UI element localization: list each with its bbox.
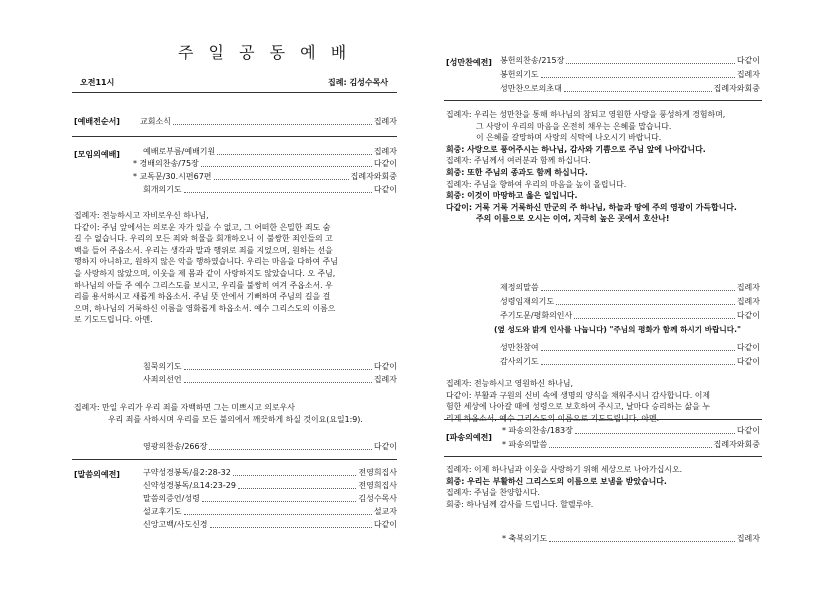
order-item: 영광의찬송/266장 다같이 bbox=[143, 442, 397, 451]
order-item: * 파송의찬송/183장 다같이 bbox=[502, 426, 760, 435]
order-item: 주기도문/평화의인사 다같이 bbox=[500, 311, 760, 320]
page-title: 주 일 공 동 예 배 bbox=[178, 43, 352, 62]
order-item: * 파송의말씀 집례자와회중 bbox=[502, 440, 760, 449]
officiant: 집례: 김성수목사 bbox=[328, 78, 389, 87]
order-item: 신약성경봉독/요14:23-29 전영희집사 bbox=[143, 481, 397, 490]
absolution-text: 집례자: 만일 우리가 우리 죄를 자백하면 그는 미쁘시고 의로우사 우리 죄를 사하시며 우리를 모든 불의에서 깨끗하게 하실 것이요(요일1:9). bbox=[74, 403, 363, 424]
order-item: 감사의기도 다같이 bbox=[500, 357, 760, 366]
thanksgiving-text: 집례자: 전능하시고 영원하신 하나님, 다같이: 부활과 구원의 신비 속에 생명의 양식을 채워주시니 감사합니다. 이제 험한 세상에 나아갈 때에 성령으로 보호하여 주시고, 날마다 승리하는 삶을 누 리게 하옵소서. 예수 그리스도의 이름으로 기도드립니다. 아멘. bbox=[446, 379, 711, 423]
eucharist-invitation: 집례자: 우리는 성만찬을 통해 하나님의 참되고 영원한 사랑을 풍성하게 경험하며, 그 사랑이 우리의 마음을 온전히 채우는 은혜를 맙습니다. 이 은혜를 갈망하며 사랑의 식탁에 나오시기 바랍니다. 회중: 사랑으로 풍어주시는 하나님, 감사와 기쁨으로 주님 앞에 나아갑니다. 집례자: 주님께서 여러분과 함께 하십니다. 회중: 또한 주님의 종과도 함께 하십니다. 집례자: 주님을 향하여 우리의 마음을 높이 올립니다. 회중: 이것이 마땅하고 옳은 일입니다. 다같이: 거룩 거룩 거룩하신 만군의 주 하나님, 하늘과 땅에 주의 영광이 가득합니다. 주의 이름으로 오시는 이여, 지극히 높은 곳에서 호산나! bbox=[446, 110, 737, 224]
header-rule bbox=[72, 92, 397, 93]
order-item: 설교후기도 설교자 bbox=[143, 507, 397, 516]
section-label-gathering: [모임의예배] bbox=[74, 150, 120, 159]
section-rule bbox=[444, 100, 762, 101]
order-item: * 축복의기도 집례자 bbox=[502, 534, 760, 543]
order-item: 제정의말씀 집례자 bbox=[500, 283, 760, 292]
order-item: 성령임재의기도 집례자 bbox=[500, 297, 760, 306]
sending-text: 집례자: 이제 하나님과 이웃을 사랑하기 위해 세상으로 나아가십시오. 회중: 우리는 부활하신 그리스도의 이름으로 보냄을 받았습니다. 집례자: 주님을 찬양합시다. 회중: 하나님께 감사를 드립니다. 할렐루야. bbox=[446, 465, 683, 509]
section-rule bbox=[444, 419, 762, 420]
order-item: 신앙고백/사도신경 다같이 bbox=[143, 520, 397, 529]
order-item: 예배로부름/예배기원 집례자 bbox=[143, 147, 397, 156]
service-time: 오전11시 bbox=[80, 78, 115, 87]
order-item: * 교독문/30.시편67편 집례자와회중 bbox=[133, 172, 397, 181]
section-rule bbox=[72, 459, 397, 460]
prayer-text: 집례자: 전능하시고 자비로우신 하나님, 다같이: 주님 앞에서는 의로운 자가 있을 수 없고, 그 어떠한 은밀한 죄도 숨 길 수 없습니다. 우리의 모든 죄와 허물을 회개하오니 이 불쌍한 죄인들의 고 백을 들어 주옵소서. 우리는 생각과 말과 행위로 죄를 지었으며, 원하는 선을 행하지 아니하고, 원하지 않은 악을 행하였습니다. 우리는 마음을 다하여 주님 을 사랑하지 않았으며, 이웃을 제 몸과 같이 사랑하지도 않았습니다. 오 주님, 하나님의 아들 주 예수 그리스도를 보시고, 우리를 불쌍히 여겨 주옵소서. 우 리를 용서하시고 새롭게 하옵소서. 주님 뜻 안에서 기뻐하며 주님의 길을 걸 으며, 하나님의 거룩하신 이름을 영화롭게 하옵소서. 예수 그리스도의 이름으 로 기도드립니다. 아멘. bbox=[74, 211, 338, 325]
section-label-word: [말씀의예전] bbox=[74, 470, 120, 479]
section-label-sending: [파송의예전] bbox=[446, 433, 492, 442]
order-item: * 경배의찬송/75장 다같이 bbox=[133, 159, 397, 168]
order-item: 구약성경봉독/욜2:28-32 전영희집사 bbox=[143, 468, 397, 477]
order-item: 봉헌의찬송/215장 다같이 bbox=[500, 56, 760, 65]
section-label-pre-worship: [예배전순서] bbox=[74, 117, 120, 126]
order-item: 회개의기도 다같이 bbox=[143, 185, 397, 194]
order-item: 교회소식 집례자 bbox=[140, 117, 397, 126]
section-rule bbox=[72, 136, 397, 137]
peace-greeting: (옆 성도와 밝게 인사를 나눕니다) "주님의 평화가 함께 하시기 바랍니다." bbox=[494, 325, 741, 334]
order-item: 봉헌의기도 집례자 bbox=[500, 70, 760, 79]
order-item: 성만찬참여 다같이 bbox=[500, 343, 760, 352]
order-item: 사죄의선언 집례자 bbox=[143, 375, 397, 384]
order-item: 성만찬으로의초대 집례자와회중 bbox=[500, 84, 760, 93]
order-item: 침묵의기도 다같이 bbox=[143, 362, 397, 371]
section-rule bbox=[444, 456, 762, 457]
order-item: 말씀의증언/성령 김성수목사 bbox=[143, 494, 397, 503]
section-label-eucharist: [성만찬예전] bbox=[446, 58, 492, 67]
